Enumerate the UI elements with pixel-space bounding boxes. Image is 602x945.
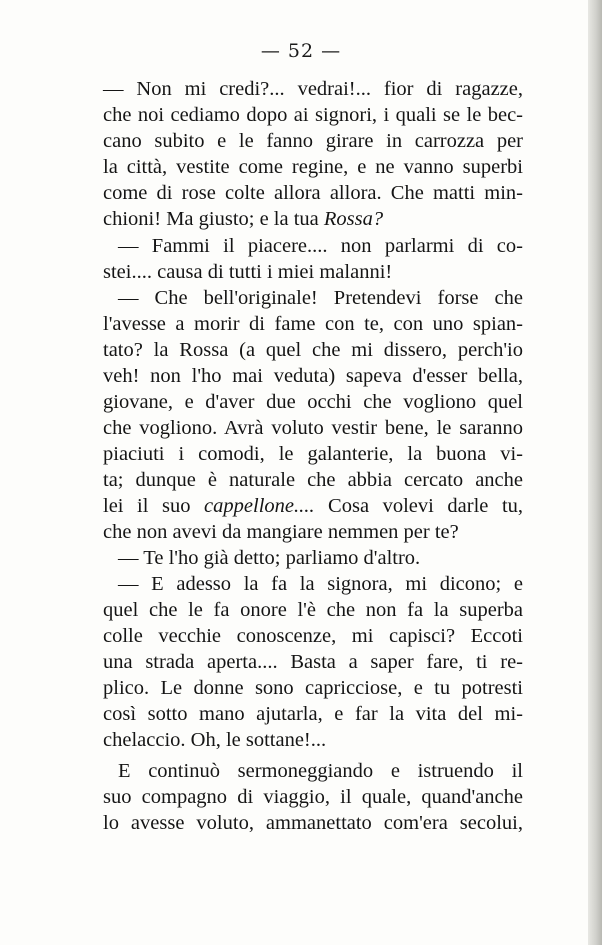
text-line: la città, vestite come regine, e ne vanno superbi [103, 156, 523, 178]
italic-text: Rossa? [323, 208, 384, 230]
text-line: come di rose colte allora allora. Che matti min- [103, 182, 523, 204]
text-line: tato? la Rossa (a quel che mi dissero, perch'io [103, 339, 523, 361]
text-line: che non avevi da mangiare nemmen per te? [103, 521, 459, 543]
page-number: — 52 — [260, 40, 342, 62]
text-line: veh! non l'ho mai veduta) sapeva d'esser bella, [103, 365, 523, 387]
text-span: lei il suo [103, 495, 205, 517]
text-line: suo compagno di viaggio, il quale, quand'anche [103, 786, 523, 808]
text-line: che noi cediamo dopo ai signori, i quali se le bec- [103, 104, 523, 126]
text-line: — E adesso la fa la signora, mi dicono; e [118, 573, 523, 595]
text-line: — Che bell'originale! Pretendevi forse che [118, 287, 523, 309]
text-line: chelaccio. Oh, le sottane!... [103, 729, 327, 751]
text-line [103, 207, 383, 232]
text-line: quel che le fa onore l'è che non fa la superba [103, 599, 523, 621]
text-line: stei.... causa di tutti i miei malanni! [103, 261, 393, 283]
text-line: lo avesse voluto, ammanettato com'era secolui, [103, 812, 523, 834]
text-line: — Fammi il piacere.... non parlarmi di co- [118, 235, 523, 257]
text-span: Cosa volevi darle tu, [314, 495, 524, 517]
text-line: una strada aperta.... Basta a saper fare, ti re- [103, 651, 523, 673]
text-line: — Te l'ho già detto; parliamo d'altro. [118, 547, 421, 569]
text-line: E continuò sermoneggiando e istruendo il [118, 760, 523, 782]
text-line [103, 494, 523, 519]
text-line: piaciuti i comodi, le galanterie, la buona vi- [103, 443, 523, 465]
text-line: — Non mi credi?... vedrai!... fior di ragazze, [103, 78, 523, 100]
italic-text: cappellone.... [204, 495, 315, 517]
text-line: che vogliono. Avrà voluto vestir bene, le saranno [103, 417, 523, 439]
text-span: chioni! Ma giusto; e la tua [103, 208, 324, 230]
text-line: cano subito e le fanno girare in carrozza per [103, 130, 523, 152]
text-line: colle vecchie conoscenze, mi capisci? Eccoti [103, 625, 523, 647]
text-line: così sotto mano ajutarla, e far la vita del mi- [103, 703, 523, 725]
text-line: l'avesse a morir di fame con te, con uno spian- [103, 313, 523, 335]
text-line: giovane, e d'aver due occhi che vogliono quel [103, 391, 523, 413]
text-line: plico. Le donne sono capricciose, e tu potresti [103, 677, 523, 699]
text-line: ta; dunque è naturale che abbia cercato anche [103, 469, 523, 491]
